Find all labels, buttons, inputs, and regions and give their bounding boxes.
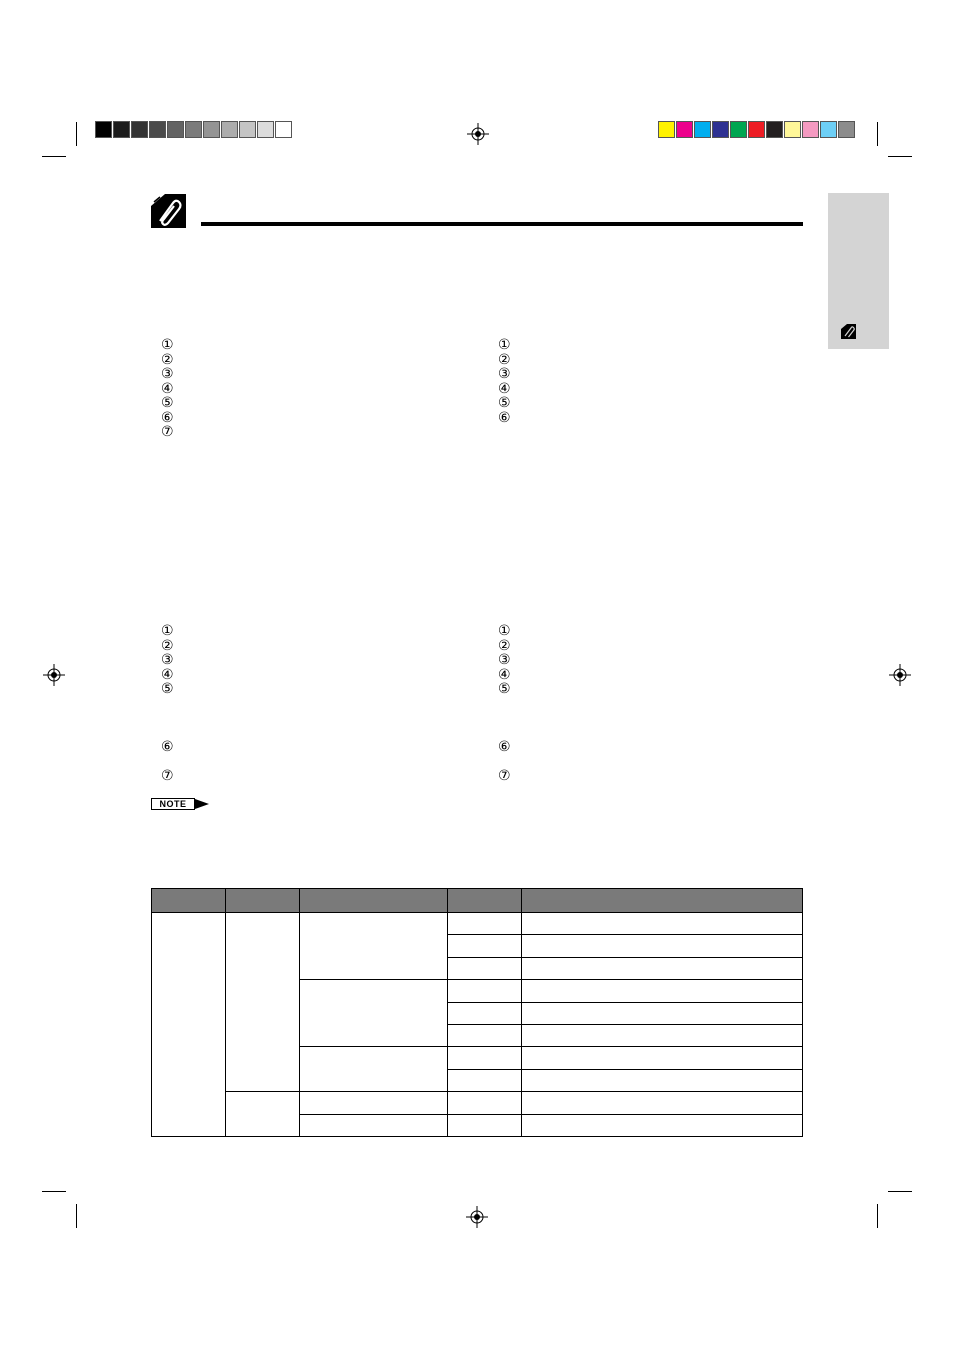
list-item-number: ⑤ <box>498 681 511 697</box>
table-header-row <box>152 889 803 913</box>
table-header-cell <box>447 889 522 913</box>
color-swatch <box>784 121 801 138</box>
table-cell <box>299 1114 447 1136</box>
color-swatch <box>676 121 693 138</box>
crop-mark <box>888 156 912 157</box>
list-item-number: ① <box>498 337 511 353</box>
table-cell <box>447 980 522 1002</box>
list-item-number: ⑤ <box>161 395 174 411</box>
color-swatch <box>95 121 112 138</box>
side-tab <box>828 193 889 349</box>
color-swatch <box>748 121 765 138</box>
table-cell <box>447 1069 522 1091</box>
color-swatch <box>766 121 783 138</box>
list-item-number: ④ <box>498 666 511 683</box>
crop-mark <box>877 122 878 146</box>
crop-mark <box>888 1191 912 1192</box>
note-badge <box>151 798 209 810</box>
color-swatch <box>694 121 711 138</box>
table-cell <box>522 1114 803 1136</box>
list-item-number: ⑦ <box>161 768 174 784</box>
crop-mark <box>76 122 77 146</box>
list-item-number: ② <box>161 351 174 368</box>
table-cell <box>447 1024 522 1046</box>
table-cell <box>447 913 522 935</box>
list-item-number: ⑥ <box>498 739 511 755</box>
list-item-number: ⑦ <box>498 768 511 784</box>
registration-mark-icon <box>467 123 489 145</box>
header-rule <box>201 222 803 226</box>
table-header-cell <box>152 889 226 913</box>
table-cell <box>299 1092 447 1114</box>
spec-table <box>151 888 803 1137</box>
table-cell <box>522 1024 803 1046</box>
color-swatch <box>221 121 238 138</box>
table-cell <box>447 1047 522 1069</box>
list-item-number: ① <box>161 623 174 639</box>
color-swatch <box>131 121 148 138</box>
table-cell <box>299 980 447 1047</box>
color-swatch <box>239 121 256 138</box>
grayscale-color-bar <box>95 121 293 138</box>
process-color-bar <box>658 121 856 138</box>
list-item-number: ⑤ <box>161 681 174 697</box>
color-swatch <box>820 121 837 138</box>
table-header-cell <box>225 889 299 913</box>
list-item-number: ① <box>498 623 511 639</box>
crop-mark <box>76 1204 77 1228</box>
table-cell <box>225 913 299 1092</box>
table-cell <box>299 1047 447 1092</box>
connection-clip-icon <box>151 194 186 228</box>
table-cell <box>447 935 522 957</box>
color-swatch <box>257 121 274 138</box>
table-cell <box>522 1002 803 1024</box>
table-cell <box>522 935 803 957</box>
color-swatch <box>149 121 166 138</box>
list-item-number: ⑤ <box>498 395 511 411</box>
crop-mark <box>42 156 66 157</box>
list-item-number: ② <box>498 351 511 368</box>
table-cell <box>447 957 522 979</box>
registration-mark-icon <box>466 1206 488 1228</box>
crop-mark <box>42 1191 66 1192</box>
list-item-number: ⑥ <box>161 409 174 426</box>
table-cell <box>447 1092 522 1114</box>
list-item-number: ③ <box>498 652 511 668</box>
registration-mark-icon <box>43 664 65 686</box>
table-cell <box>299 913 447 980</box>
color-swatch <box>838 121 855 138</box>
list-item-number: ② <box>161 637 174 654</box>
table-cell <box>225 1092 299 1137</box>
list-item-number: ③ <box>498 366 511 382</box>
list-item-number: ③ <box>161 652 174 668</box>
table-cell <box>447 1114 522 1136</box>
table-row <box>152 913 803 935</box>
color-swatch <box>712 121 729 138</box>
connection-clip-small-icon <box>841 324 856 339</box>
registration-mark-icon <box>889 664 911 686</box>
list-item-number: ③ <box>161 366 174 382</box>
color-swatch <box>113 121 130 138</box>
color-swatch <box>167 121 184 138</box>
list-item-number: ④ <box>161 380 174 397</box>
color-swatch <box>275 121 292 138</box>
table-header-cell <box>522 889 803 913</box>
color-swatch <box>658 121 675 138</box>
color-swatch <box>203 121 220 138</box>
table-cell <box>522 913 803 935</box>
list-item-number: ② <box>498 637 511 654</box>
list-item-number: ④ <box>161 666 174 683</box>
crop-mark <box>877 1204 878 1228</box>
list-item-number: ⑦ <box>161 424 174 440</box>
color-swatch <box>730 121 747 138</box>
list-item-number: ④ <box>498 380 511 397</box>
table-cell <box>522 1092 803 1114</box>
list-item-number: ⑥ <box>498 409 511 426</box>
list-item-number: ⑥ <box>161 739 174 755</box>
table-cell <box>522 1047 803 1069</box>
note-label: NOTE <box>159 799 187 809</box>
table-cell <box>152 913 226 1137</box>
table-header-cell <box>299 889 447 913</box>
table-cell <box>522 1069 803 1091</box>
color-swatch <box>802 121 819 138</box>
color-swatch <box>185 121 202 138</box>
table-cell <box>447 1002 522 1024</box>
table-row <box>152 1092 803 1114</box>
table-cell <box>522 980 803 1002</box>
table-cell <box>522 957 803 979</box>
list-item-number: ① <box>161 337 174 353</box>
